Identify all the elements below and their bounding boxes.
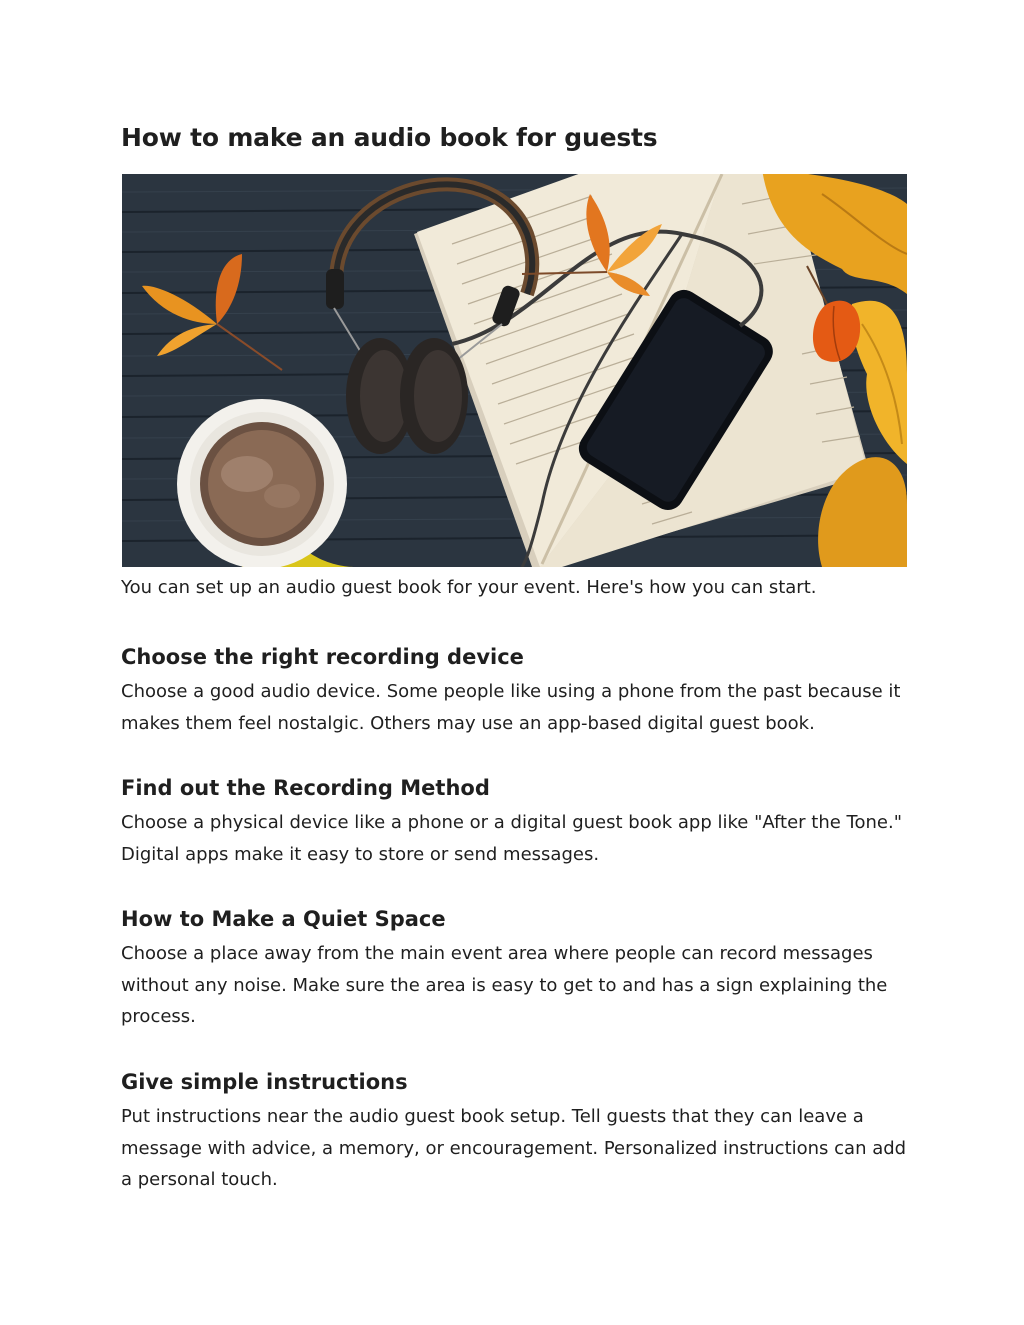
- section-body-quiet-space: [121, 938, 907, 1033]
- hero-image: [122, 174, 907, 567]
- intro-paragraph: You can set up an audio guest book for your event. Here's how you can start.: [121, 577, 817, 598]
- text-line: Digital apps make it easy to store or send messages.: [121, 843, 600, 865]
- section-body-recording-method: [121, 807, 907, 870]
- page-title: How to make an audio book for guests: [121, 123, 658, 152]
- section-body-instructions: [121, 1101, 907, 1196]
- text-line: Choose a good audio device. Some people like using a phone from the past because it: [121, 681, 901, 702]
- section-heading-quiet-space: How to Make a Quiet Space: [121, 907, 446, 931]
- text-line: a personal touch.: [121, 1169, 278, 1190]
- text-line: process.: [121, 1006, 196, 1027]
- section-heading-recording-device: Choose the right recording device: [121, 645, 524, 669]
- text-line: Put instructions near the audio guest book setup. Tell guests that they can leave a: [121, 1106, 864, 1127]
- text-line: without any noise. Make sure the area is easy to get to and has a sign explaining the: [121, 974, 888, 996]
- text-line: Choose a place away from the main event area where people can record messages: [121, 943, 873, 964]
- section-heading-recording-method: Find out the Recording Method: [121, 776, 490, 800]
- text-line: message with advice, a memory, or encouragement. Personalized instructions can add: [121, 1137, 907, 1159]
- section-heading-instructions: Give simple instructions: [121, 1070, 408, 1094]
- section-body-recording-device: [121, 676, 907, 739]
- text-line: makes them feel nostalgic. Others may use an app-based digital guest book.: [121, 712, 815, 734]
- text-line: Choose a physical device like a phone or a digital guest book app like "After the Tone.": [121, 812, 902, 833]
